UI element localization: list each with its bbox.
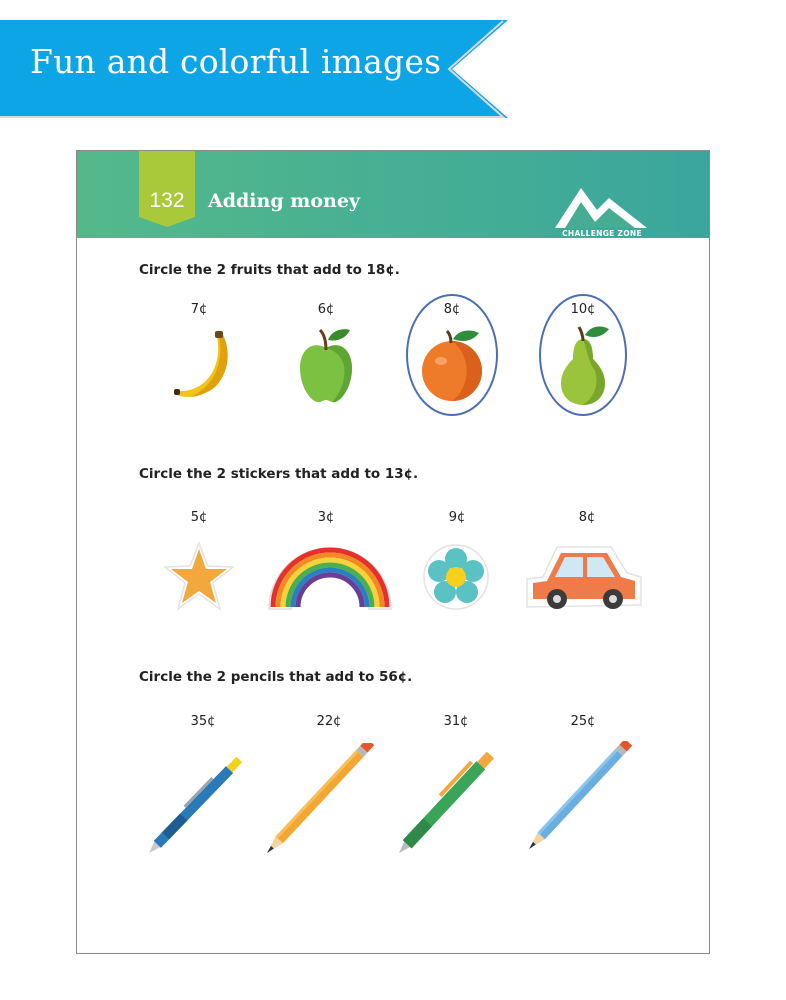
- price-rainbow: 3¢: [317, 510, 335, 525]
- price-flower: 9¢: [448, 510, 466, 525]
- star-sticker-icon: [163, 541, 235, 613]
- banner-text: Fun and colorful images: [30, 42, 442, 81]
- blue-pencil-icon: [523, 741, 633, 855]
- price-star: 5¢: [190, 510, 208, 525]
- price-car: 8¢: [578, 510, 596, 525]
- pear-icon: [553, 323, 615, 407]
- orange-pencil-icon: [261, 743, 377, 859]
- mechanical-pencil-icon: [141, 747, 255, 859]
- price-banana: 7¢: [190, 302, 208, 317]
- price-green-pen: 31¢: [443, 714, 469, 729]
- promo-banner: [0, 20, 510, 118]
- price-blue-pencil: 25¢: [570, 714, 596, 729]
- question-pencils: Circle the 2 pencils that add to 56¢.: [139, 669, 413, 685]
- banana-icon: [171, 329, 237, 401]
- price-mechanical-pencil: 35¢: [190, 714, 216, 729]
- challenge-zone-label: CHALLENGE ZONE: [562, 229, 642, 238]
- apple-icon: [296, 326, 356, 406]
- car-sticker-icon: [523, 539, 645, 619]
- flower-sticker-icon: [422, 543, 490, 611]
- page-number: 132: [149, 189, 185, 212]
- orange-icon: [417, 327, 487, 403]
- rainbow-sticker-icon: [267, 543, 393, 611]
- price-pear: 10¢: [570, 302, 596, 317]
- price-orange-pencil: 22¢: [316, 714, 342, 729]
- price-apple: 6¢: [317, 302, 335, 317]
- green-pen-icon: [393, 743, 507, 859]
- question-fruits: Circle the 2 fruits that add to 18¢.: [139, 262, 400, 278]
- worksheet-page: [76, 150, 710, 954]
- page-title: Adding money: [208, 190, 360, 212]
- question-stickers: Circle the 2 stickers that add to 13¢.: [139, 466, 419, 482]
- price-orange: 8¢: [443, 302, 461, 317]
